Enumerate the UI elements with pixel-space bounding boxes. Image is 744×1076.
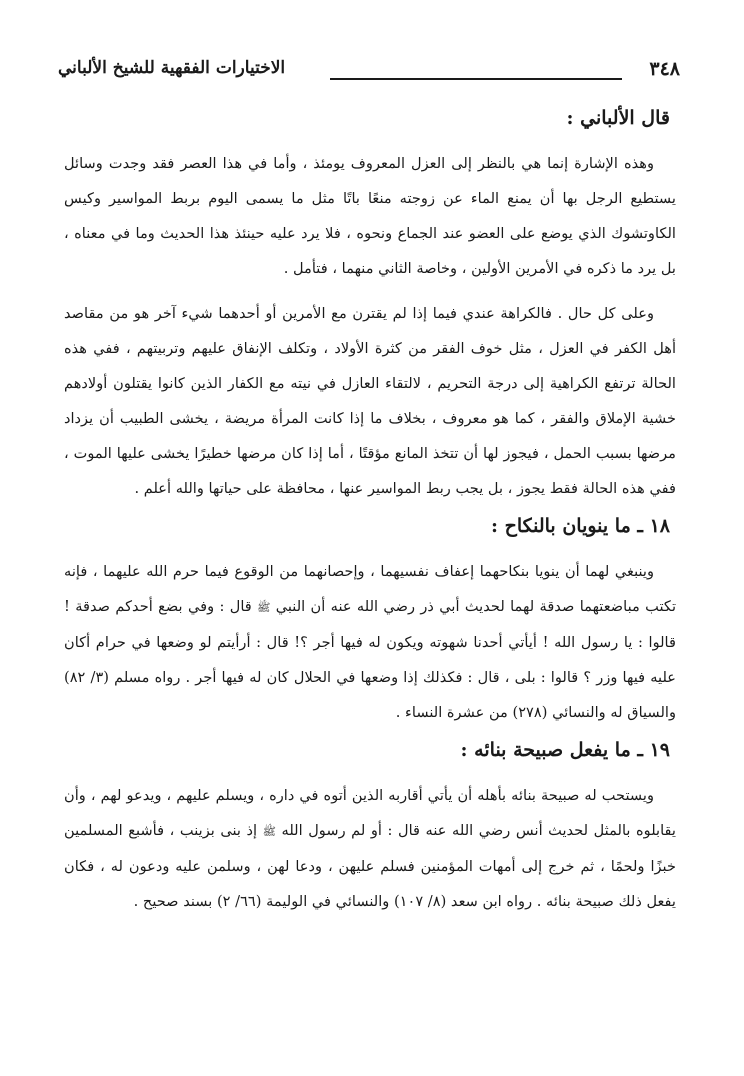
paragraph-2: وعلى كل حال . فالكراهة عندي فيما إذا لم يقترن مع الأمرين أو أحدهما شيء آخر هو من مقاصد أهل الكفر في العزل ، مثل خوف الفقر من كثرة الأولاد ، وتكلف الإنفاق عليهم وتربيتهم ، ففي هذه الحالة ترتفع الكراهية إلى درجة التحريم ، لالتقاء العازل في نيته مع الكفار الذين كانوا يقتلون أولادهم خشية الإملاق والفقر ، كما هو معروف ، بخلاف ما إذا كانت المرأة مريضة ، يخشى الطبيب أن يزداد مرضها بسبب الحمل ، فيجوز لها أن تتخذ المانع مؤقتًا ، أما إذا كان مرضها خطيرًا يخشى عليها الموت ، ففي هذه الحالة فقط يجوز ، بل يجب ربط المواسير عنها ، محافظة على حياتها والله أعلم . [64,305,677,497]
page-content [64,98,676,919]
paragraph-3-part-1: وينبغي لهما أن ينويا بنكاحهما إعفاف نفسيهما ، وإحصانهما من الوقوع فيما حرم الله عليهما ، فإنه تكتب مباضعتهما صدقة لهما لحديث أبي ذر رضي الله عنه أن النبي [64,563,676,615]
paragraph-3 [64,554,676,730]
paragraph-4-part-2: إذ بنى بزينب ، فأشبع المسلمين خبزًا ولحمًا ، ثم خرج إلى أمهات المؤمنين فسلم عليهن ، ودعا لهن ، وسلمن عليه ودعون له ، فكان يفعل ذلك صبيحة بنائه . رواه ابن سعد (٨/ ١٠٧) والنسائي في الوليمة (٦٦/ ٢) بسند صحيح . [64,822,676,910]
paragraph-4-part-1: ويستحب له صبيحة بنائه بأهله أن يأتي أقاربه الذين أتوه في داره ، ويسلم عليهم ، ويدعو لهم ، وأن يقابلوه بالمثل لحديث أنس رضي الله عنه قال : أو لم رسول الله [64,787,676,839]
heading-19: ١٩ ـ ما يفعل صبيحة بنائه : [460,739,670,761]
running-title: الاختيارات الفقهية للشيخ الألباني [58,58,286,78]
paragraph-4 [64,778,676,919]
heading-18: ١٨ ـ ما ينويان بالنكاح : [490,515,670,537]
salutation-glyph: ﷺ [262,825,276,838]
page-header [58,56,680,90]
paragraph-1: وهذه الإشارة إنما هي بالنظر إلى العزل المعروف يومئذ ، وأما في هذا العصر فقد وجدت وسائل يستطيع الرجل بها أن يمنع الماء عن زوجته منعًا باتًا مثل ما يسمى اليوم بربط المواسير وكيس الكاوتشوك الذي يوضع على العضو عند الجماع ونحوه ، فلا يرد عليه حينئذ هذا الحديث وما في معناه ، بل يرد ما ذكره في الأمرين الأولين ، وخاصة الثاني منهما ، فتأمل . [64,155,676,277]
header-rule [330,78,622,80]
page-number: ٣٤٨ [649,58,680,80]
heading-albani: قال الألباني : [566,107,670,129]
paragraph-3-part-2: قال : وفي بضع أحدكم صدقة ! قالوا : يا رسول الله ! أيأتي أحدنا شهوته ويكون له فيها أجر ؟! قال : أرأيتم لو وضعها في حرام أكان عليه فيها وزر ؟ قالوا : بلى ، قال : فكذلك إذا وضعها في الحلال كان له فيها أجر . رواه مسلم (٣/ ٨٢) والسياق له والنسائي (٢٧٨) من عشرة النساء . [64,598,676,721]
salutation-glyph: ﷺ [257,601,271,614]
